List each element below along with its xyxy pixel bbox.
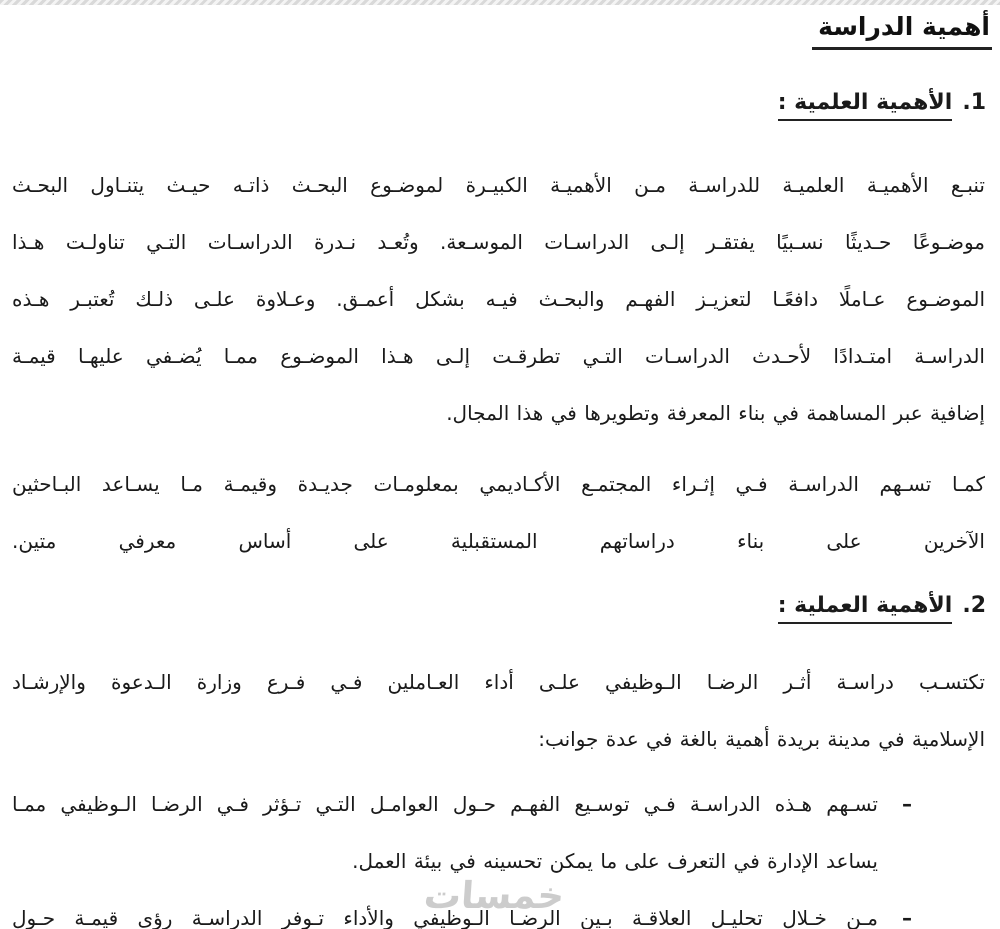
document-title: أهمية الدراسة: [812, 12, 992, 50]
title-row: [0, 5, 1000, 50]
dash-bullet-icon: –: [902, 906, 912, 929]
paragraph-line: يساعد الإدارة في التعرف على ما يمكن تحسينه في بيئة العمل.: [352, 849, 878, 873]
practical-paragraph-1: [0, 654, 1000, 768]
khamsat-watermark: خمسات: [422, 874, 566, 917]
paragraph-line: كمـا تسـهم الدراسـة فـي إثـراء المجتمـع الأكـاديمي بمعلومـات جديـدة وقيمـة مـا يسـاعد البـاحثين: [12, 472, 985, 496]
paragraph-line: موضـوعًا حـديثًا نسـبيًا يفتقـر إلـى الدراسـات الموسـعة. وتُعـد نـدرة الدراسـات التـي تناولـت هـذا: [12, 230, 985, 254]
scientific-paragraph-2: [0, 456, 1000, 570]
section-1-number: 1.: [962, 90, 986, 115]
paragraph-line: الموضـوع عـاملًا دافعًـا لتعزيـز الفهـم والبحـث فيـه بشكل أعمـق. وعـلاوة علـى ذلـك تُعتبـر هـذه: [12, 287, 985, 311]
bullet-text: [12, 776, 878, 890]
dash-bullet-icon: –: [902, 792, 912, 816]
bullet-item: [12, 776, 912, 890]
paragraph-line: مـن خـلال تحليـل العلاقـة بـين الرضـا الـوظيفي والأداء تـوفر الدراسـة رؤى قيمـة حـول: [12, 906, 878, 929]
section-2-heading-text: الأهمية العملية :: [778, 593, 953, 624]
bullet-item: [12, 890, 912, 929]
paragraph-line: الإسلامية في مدينة بريدة أهمية بالغة في عدة جوانب:: [538, 727, 985, 751]
section-2-heading: [0, 593, 1000, 627]
section-1-heading: [0, 90, 1000, 124]
paragraph-line: تسـهم هـذه الدراسـة فـي توسـيع الفهـم حـول العوامـل التـي تـؤثر فـي الرضـا الـوظيفي ممـا: [12, 792, 878, 816]
practical-bullet-list: [0, 776, 1000, 929]
paragraph-line: إضافية عبر المساهمة في بناء المعرفة وتطويرها في هذا المجال.: [446, 401, 985, 425]
scientific-paragraph-1: [0, 157, 1000, 442]
paragraph-line: تكتسـب دراسـة أثـر الرضـا الـوظيفي علـى أداء العـاملين فـي فـرع وزارة الـدعوة والإرشـاد: [12, 670, 985, 694]
section-1-heading-text: الأهمية العلمية :: [778, 90, 953, 121]
paragraph-line: تنبـع الأهميـة العلميـة للدراسـة مـن الأهميـة الكبيـرة لموضـوع البحـث ذاتـه حيـث يتنـاول البحـث: [12, 173, 985, 197]
paragraph-line: الآخرين على بناء دراساتهم المستقبلية على أساس معرفي متين.: [12, 529, 985, 553]
paragraph-line: الدراسـة امتـدادًا لأحـدث الدراسـات التـي تطرقـت إلـى هـذا الموضـوع ممـا يُضـفي عليهـا قيمـة: [12, 344, 985, 368]
document-content: [0, 5, 1000, 929]
bullet-text: [12, 890, 878, 929]
section-2-number: 2.: [962, 593, 986, 618]
